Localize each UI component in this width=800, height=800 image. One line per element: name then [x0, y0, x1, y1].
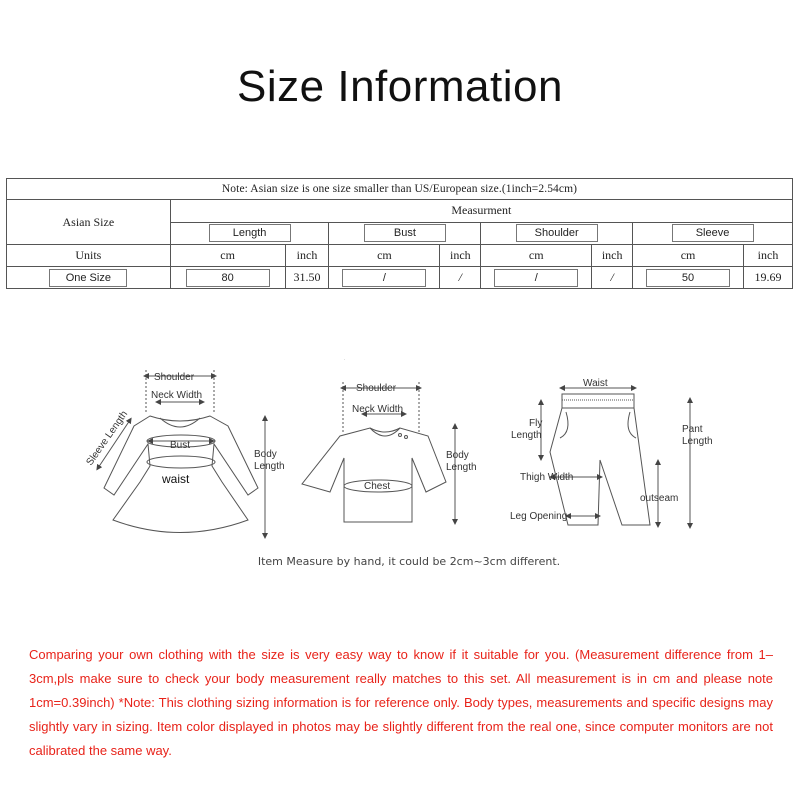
bust-unit-inch: inch: [440, 245, 481, 267]
sleeve-unit-inch: inch: [744, 245, 793, 267]
pants-pant-length-label: Length: [682, 436, 713, 447]
pants-fly-label: Fly: [529, 418, 543, 429]
sleeve-inch-value: 19.69: [744, 267, 793, 289]
pants-outline: [550, 408, 650, 525]
dress-shoulder-label: Shoulder: [154, 372, 195, 383]
shirt-button: [405, 436, 408, 439]
shirt-neck-width-label: Neck Width: [352, 404, 404, 415]
length-header-cell: [170, 222, 329, 245]
size-value: One Size: [49, 269, 127, 287]
bust-unit-cm: cm: [329, 245, 440, 267]
sleeve-unit-cm: cm: [633, 245, 744, 267]
length-unit-inch: inch: [285, 245, 329, 267]
size-cell: [7, 267, 171, 289]
waist-ellipse: [147, 456, 215, 468]
sleeve-cm-cell: [633, 267, 744, 289]
pants-pant-label: Pant: [682, 424, 703, 435]
length-cm-value: 80: [186, 269, 270, 287]
size-note: Note: Asian size is one size smaller than US/European size.(1inch=2.54cm): [7, 179, 793, 200]
length-unit-cm: cm: [170, 245, 285, 267]
bust-header: Bust: [364, 224, 446, 242]
sleeve-header-cell: [633, 222, 793, 245]
shirt-diagram: [302, 382, 455, 522]
shirt-button: [399, 434, 402, 437]
diagram-canvas: [0, 340, 800, 550]
dress-body-label: Body: [254, 449, 277, 460]
shirt-outline: [302, 428, 446, 522]
dress-neck-width-label: Neck Width: [151, 390, 203, 401]
shoulder-cm-value: /: [494, 269, 578, 287]
size-table: [6, 178, 793, 289]
shirt-length-label: Length: [446, 462, 477, 473]
pants-waistband: [562, 394, 634, 408]
shoulder-inch-value: /: [592, 267, 633, 289]
page-title: Size Information: [237, 62, 563, 111]
sleeve-cm-value: 50: [646, 269, 730, 287]
bust-header-cell: [329, 222, 481, 245]
bust-cm-value: /: [342, 269, 426, 287]
pants-fly-length-label: Length: [511, 430, 542, 441]
stray-dot: .: [344, 356, 346, 361]
units-label: Units: [7, 245, 171, 267]
pants-waist-label: Waist: [583, 378, 608, 389]
shirt-body-label: Body: [446, 450, 469, 461]
disclaimer-text: Comparing your own clothing with the size is very easy way to know if it suitable for you. (Measurement difference from 1– 3cm,pls make sure to check your body measurement really matches to this set. All measurement is in cm and please note 1cm=0.39inch) *Note: This clothing sizing information is for reference only. Body types, measurements and specific designs may slightly vary in sizing. Item color displayed in photos may be slightly different from the real one, since computer monitors are not calibrated the same way.: [29, 647, 773, 758]
dress-sleeve-length-label: Sleeve Length: [84, 409, 131, 468]
pants-outseam-label: outseam: [640, 493, 679, 504]
dress-length-label: Length: [254, 461, 285, 472]
dress-neckline: [160, 418, 200, 427]
shirt-shoulder-label: Shoulder: [356, 383, 397, 394]
shoulder-header-cell: [481, 222, 633, 245]
bust-inch-value: /: [440, 267, 481, 289]
pants-thigh-width-label: Thigh Width: [520, 472, 574, 483]
length-inch-value: 31.50: [285, 267, 329, 289]
shoulder-unit-cm: cm: [481, 245, 592, 267]
pants-pocket-left: [560, 412, 568, 438]
pants-leg-opening-label: Leg Opening: [510, 511, 568, 522]
shoulder-unit-inch: inch: [592, 245, 633, 267]
sleeve-header: Sleeve: [672, 224, 754, 242]
pants-diagram: [541, 388, 690, 526]
length-cm-cell: [170, 267, 285, 289]
shoulder-header: Shoulder: [516, 224, 598, 242]
asian-size-header: Asian Size: [7, 200, 171, 245]
length-header: Length: [209, 224, 291, 242]
measurement-diagrams: [0, 340, 800, 550]
dress-bust-label: Bust: [170, 440, 191, 451]
bust-cm-cell: [329, 267, 440, 289]
shirt-chest-label: Chest: [364, 481, 391, 492]
shoulder-cm-cell: [481, 267, 592, 289]
measure-note: Item Measure by hand, it could be 2cm~3cm different.: [257, 555, 561, 568]
dress-waist-label: waist: [162, 472, 190, 486]
measurement-header: Measurment: [170, 200, 792, 223]
